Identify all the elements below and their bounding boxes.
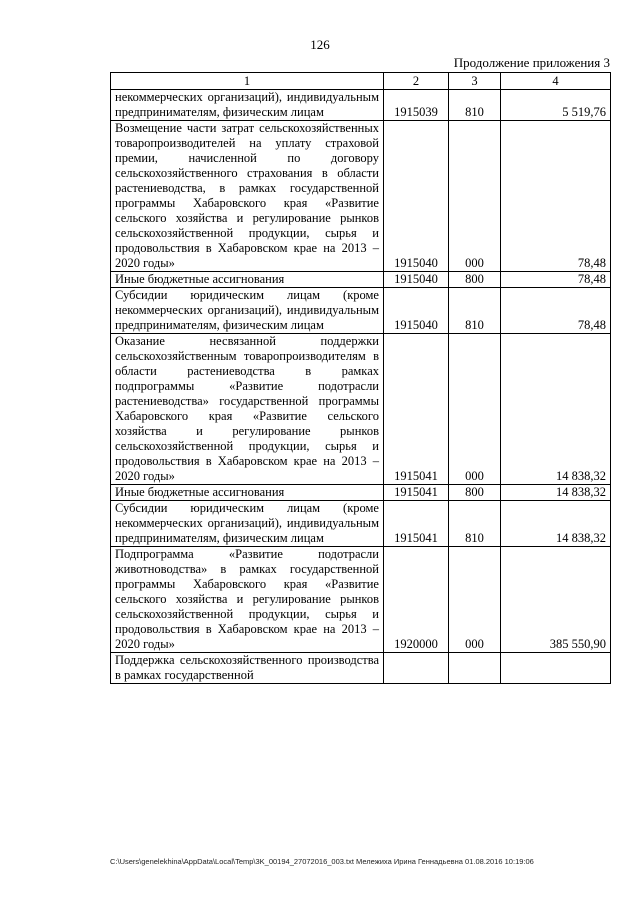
header-col-2: 2 xyxy=(384,73,449,90)
header-col-3: 3 xyxy=(449,73,501,90)
table-row xyxy=(111,272,611,288)
table-row xyxy=(111,547,611,653)
footer-file-path: C:\Users\genelekhina\AppData\Local\Temp\3K_00194_27072016_003.txt Мележиха Ирина Геннадьевна 01.08.2016 10:19:06 xyxy=(110,857,534,866)
row-description: Поддержка сельскохозяйственного производства в рамках государственной xyxy=(111,653,384,684)
row-amount: 78,48 xyxy=(501,272,611,288)
row-amount xyxy=(501,653,611,684)
row-expense-type: 800 xyxy=(449,272,501,288)
row-code: 1915041 xyxy=(384,501,449,547)
continuation-label: Продолжение приложения 3 xyxy=(453,55,610,70)
row-expense-type: 810 xyxy=(449,501,501,547)
header-col-4: 4 xyxy=(501,73,611,90)
row-amount: 14 838,32 xyxy=(501,485,611,501)
row-description: некоммерческих организаций), индивидуальным предпринимателям, физическим лицам xyxy=(111,90,384,121)
row-expense-type xyxy=(449,653,501,684)
table-row xyxy=(111,334,611,485)
row-code: 1915039 xyxy=(384,90,449,121)
row-amount: 14 838,32 xyxy=(501,334,611,485)
row-code: 1915041 xyxy=(384,485,449,501)
table-header-row xyxy=(111,73,611,90)
row-expense-type: 810 xyxy=(449,288,501,334)
row-code xyxy=(384,653,449,684)
table-row xyxy=(111,485,611,501)
row-expense-type: 810 xyxy=(449,90,501,121)
row-code: 1920000 xyxy=(384,547,449,653)
row-description: Иные бюджетные ассигнования xyxy=(111,485,384,501)
row-expense-type: 000 xyxy=(449,121,501,272)
row-amount: 78,48 xyxy=(501,121,611,272)
row-code: 1915040 xyxy=(384,121,449,272)
table-row xyxy=(111,121,611,272)
budget-table xyxy=(110,72,611,684)
row-description: Иные бюджетные ассигнования xyxy=(111,272,384,288)
row-description: Субсидии юридическим лицам (кроме некоммерческих организаций), индивидуальным предпринимателям, физическим лицам xyxy=(111,288,384,334)
page-number: 126 xyxy=(310,37,330,52)
table-row xyxy=(111,653,611,684)
header-col-1: 1 xyxy=(111,73,384,90)
table-row xyxy=(111,90,611,121)
row-code: 1915041 xyxy=(384,334,449,485)
row-amount: 78,48 xyxy=(501,288,611,334)
row-code: 1915040 xyxy=(384,288,449,334)
row-description: Подпрограмма «Развитие подотрасли животноводства» в рамках государственной программы Хабаровского края «Развитие сельского хозяйства и регулирование рынков сельскохозяйственной продукции, сырья и продовольствия в Хабаровском крае на 2013 – 2020 годы» xyxy=(111,547,384,653)
row-amount: 385 550,90 xyxy=(501,547,611,653)
row-amount: 14 838,32 xyxy=(501,501,611,547)
table-row xyxy=(111,288,611,334)
row-description: Субсидии юридическим лицам (кроме некоммерческих организаций), индивидуальным предпринимателям, физическим лицам xyxy=(111,501,384,547)
row-amount: 5 519,76 xyxy=(501,90,611,121)
row-description: Оказание несвязанной поддержки сельскохозяйственным товаропроизводителям в области растениеводства в рамках подпрограммы «Развитие подотрасли растениеводства» государственной программы Хабаровского края «Развитие сельского хозяйства и регулирование рынков сельскохозяйственной продукции, сырья и продовольствия в Хабаровском крае на 2013 – 2020 годы» xyxy=(111,334,384,485)
row-expense-type: 000 xyxy=(449,547,501,653)
row-description: Возмещение части затрат сельскохозяйственных товаропроизводителей на уплату страховой премии, начисленной по договору сельскохозяйственного страхования в области растениеводства, в рамках государственной программы Хабаровского края «Развитие сельского хозяйства и регулирование рынков сельскохозяйственной продукции, сырья и продовольствия в Хабаровском крае на 2013 – 2020 годы» xyxy=(111,121,384,272)
row-expense-type: 000 xyxy=(449,334,501,485)
row-code: 1915040 xyxy=(384,272,449,288)
row-expense-type: 800 xyxy=(449,485,501,501)
table-row xyxy=(111,501,611,547)
